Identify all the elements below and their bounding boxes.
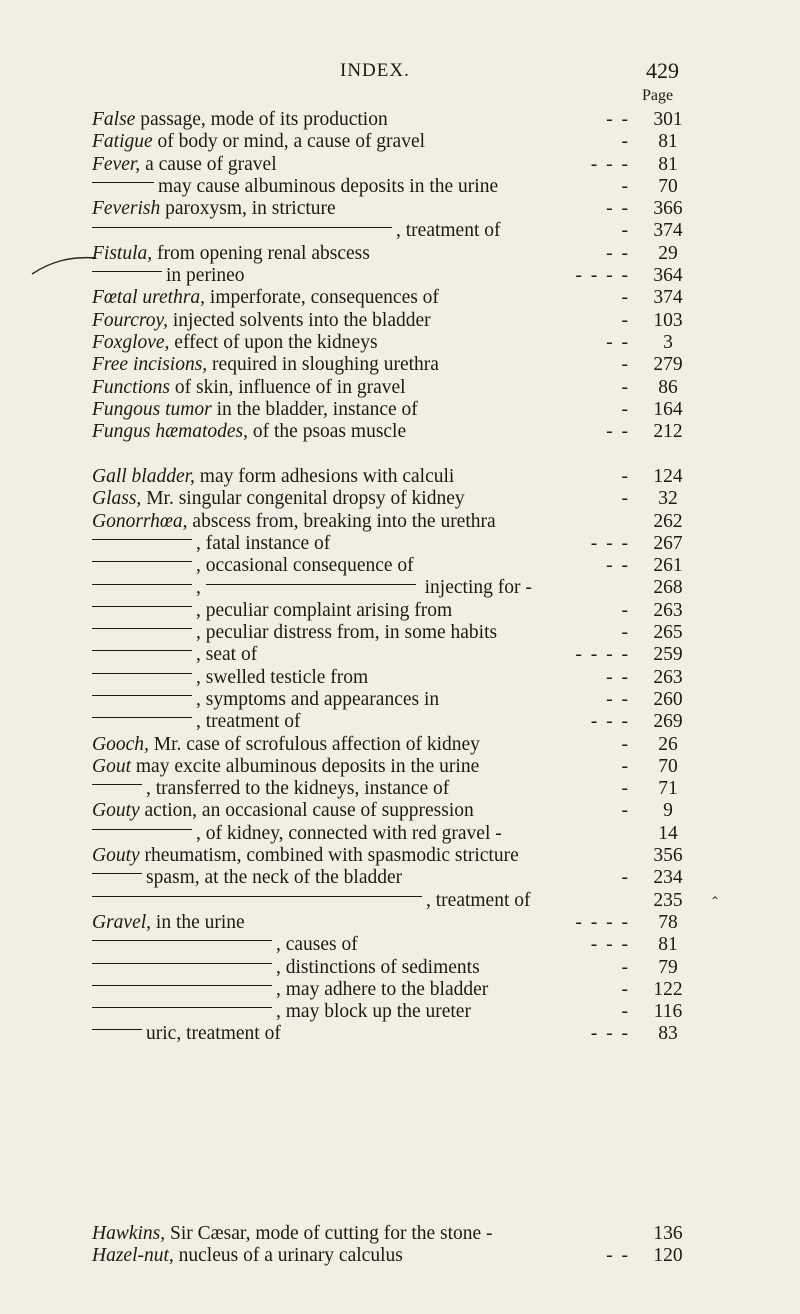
index-entry [92, 421, 692, 443]
leader-dashes: - - - [590, 1023, 630, 1045]
entry-description: of the psoas muscle [248, 421, 407, 443]
leader-dashes: - [621, 1001, 630, 1023]
entry-page-number: 3 [663, 331, 673, 353]
entry-term: Fever, [92, 153, 141, 175]
index-entry [92, 823, 692, 845]
entry-term: Fœtal urethra, [92, 287, 206, 309]
entry-text [92, 577, 532, 599]
entry-page-number: 374 [653, 287, 683, 309]
index-entry [92, 377, 692, 399]
entry-description: imperforate, consequences of [205, 287, 439, 309]
entry-description: may cause albuminous deposits in the urine [158, 175, 499, 197]
entry-page-number: 70 [658, 175, 678, 197]
leader-dashes: - [621, 220, 630, 242]
entry-description: rheumatism, combined with spasmodic stricture [139, 845, 519, 867]
ditto-rule [92, 985, 272, 986]
entry-description: spasm, at the neck of the bladder [146, 867, 403, 889]
index-entry [92, 466, 692, 488]
entry-description: , symptoms and appearances in [196, 688, 440, 710]
leader-dashes: - - [606, 1245, 630, 1267]
entry-page-number: 81 [658, 934, 678, 956]
index-entry [92, 756, 692, 778]
entry-text [92, 1023, 281, 1045]
entry-term: Fungus hæmatodes, [92, 421, 248, 443]
index-entry [92, 176, 692, 198]
ditto-rule [92, 182, 154, 183]
index-entry [92, 778, 692, 800]
index-section-g [92, 466, 692, 1046]
index-entry [92, 154, 692, 176]
leader-dashes: - - - [590, 532, 630, 554]
entry-page-number: 86 [658, 376, 678, 398]
entry-term: Functions [92, 376, 170, 398]
index-entry [92, 287, 692, 309]
leader-dashes: - [621, 755, 630, 777]
ditto-rule [92, 628, 192, 629]
index-entry [92, 845, 692, 867]
index-entry [92, 912, 692, 934]
entry-term: Gouty [92, 845, 140, 867]
entry-text [92, 644, 257, 666]
index-entry [92, 399, 692, 421]
entry-description: a cause of gravel [140, 153, 277, 175]
entry-page-number: 14 [658, 822, 678, 844]
entry-text [92, 1245, 403, 1267]
entry-description: in the bladder, instance of [211, 398, 418, 420]
entry-page-number: 164 [653, 398, 683, 420]
entry-page-number: 262 [653, 510, 683, 532]
index-entry [92, 109, 692, 131]
entry-term: Free incisions, [92, 354, 208, 376]
ditto-rule [92, 271, 162, 272]
entry-text [92, 220, 501, 242]
entry-term: Gout [92, 755, 131, 777]
entry-page-number: 124 [653, 466, 683, 487]
entry-term: Hazel-nut, [92, 1245, 174, 1267]
ditto-rule [92, 1029, 142, 1030]
entry-page-number: 70 [658, 755, 678, 777]
leader-dashes: - [621, 488, 630, 510]
leader-dashes: - - [606, 421, 630, 443]
entry-text [92, 176, 498, 198]
entry-page-number: 26 [658, 733, 678, 755]
leader-dashes: - [621, 867, 630, 889]
entry-page-number: 269 [653, 711, 683, 733]
entry-page-number: 267 [653, 532, 683, 554]
entry-term: Hawkins, [92, 1223, 166, 1244]
entry-text [92, 421, 406, 443]
entry-text [92, 600, 452, 622]
entry-description: injecting for - [419, 577, 532, 599]
ditto-rule [92, 963, 272, 964]
entry-text [92, 689, 439, 711]
entry-text [92, 823, 502, 845]
ditto-rule [92, 940, 272, 941]
entry-page-number: 120 [653, 1245, 683, 1267]
entry-text [92, 957, 480, 979]
entry-description: , treatment of [426, 889, 531, 911]
index-entry [92, 600, 692, 622]
entry-description: abscess from, breaking into the urethra [187, 510, 496, 532]
entry-description: may excite albuminous deposits in the urine [131, 755, 480, 777]
entry-page-number: 235 [653, 889, 683, 911]
index-entry [92, 979, 692, 1001]
leader-dashes: - - [606, 555, 630, 577]
entry-description: , peculiar distress from, in some habits [196, 622, 498, 644]
entry-page-number: 263 [653, 599, 683, 621]
entry-description: , transferred to the kidneys, instance of [146, 778, 450, 800]
entry-term: Foxglove, [92, 331, 170, 353]
entry-description: of skin, influence of in gravel [170, 376, 406, 398]
entry-page-number: 212 [653, 421, 683, 443]
index-entry [92, 1245, 692, 1267]
entry-term: Feverish [92, 198, 161, 220]
entry-text [92, 1223, 493, 1245]
entry-text [92, 466, 454, 488]
entry-description: passage, mode of its production [135, 109, 388, 130]
entry-page-number: 374 [653, 220, 683, 242]
entry-description: , causes of [276, 934, 358, 956]
index-entry [92, 1023, 692, 1045]
entry-term: Glass, [92, 488, 142, 510]
ditto-rule [206, 584, 416, 585]
entry-text [92, 131, 425, 153]
entry-page-number: 364 [653, 265, 683, 287]
index-entry [92, 131, 692, 153]
ditto-rule [92, 227, 392, 228]
leader-dashes: - [621, 733, 630, 755]
entry-description: paroxysm, in stricture [160, 198, 336, 220]
leader-dashes: - [621, 354, 630, 376]
running-head: INDEX. [340, 60, 410, 81]
entry-description: action, an occasional cause of suppression [139, 800, 474, 822]
ditto-rule [92, 1007, 272, 1008]
entry-text [92, 867, 402, 889]
index-entry [92, 689, 692, 711]
entry-text [92, 310, 431, 332]
index-entry [92, 354, 692, 376]
ditto-rule [92, 896, 422, 897]
ditto-rule [92, 717, 192, 718]
entry-text [92, 711, 301, 733]
index-section-h [92, 1223, 692, 1268]
entry-page-number: 79 [658, 956, 678, 978]
leader-dashes: - - [606, 331, 630, 353]
margin-pencil-mark [30, 252, 100, 276]
entry-description: , fatal instance of [196, 532, 331, 554]
entry-term: Gonorrhœa, [92, 510, 188, 532]
entry-text [92, 154, 277, 176]
leader-dashes: - - - - [575, 911, 630, 933]
entry-page-number: 263 [653, 666, 683, 688]
entry-text [92, 756, 479, 778]
entry-text [92, 198, 336, 220]
index-entry [92, 577, 692, 599]
entry-text [92, 555, 414, 577]
index-entry [92, 555, 692, 577]
index-entry [92, 622, 692, 644]
entry-description: effect of upon the kidneys [169, 331, 378, 353]
entry-description: in the urine [151, 911, 245, 933]
entry-term: Fistula, [92, 242, 153, 264]
entry-text [92, 1001, 471, 1023]
index-entry [92, 243, 692, 265]
entry-page-number: 29 [658, 242, 678, 264]
ditto-rule [92, 584, 192, 585]
index-entry [92, 800, 692, 822]
entry-description: required in sloughing urethra [207, 354, 439, 376]
index-entry [92, 511, 692, 533]
leader-dashes: - - [606, 109, 630, 130]
entry-text [92, 109, 388, 131]
entry-text [92, 488, 465, 510]
index-entry [92, 890, 692, 912]
index-entry [92, 533, 692, 555]
ditto-rule [92, 561, 192, 562]
entry-text [92, 934, 358, 956]
entry-description: , occasional consequence of [196, 555, 414, 577]
entry-text [92, 243, 370, 265]
leader-dashes: - [621, 778, 630, 800]
entry-text [92, 511, 496, 533]
ditto-rule [92, 695, 192, 696]
entry-description: , of kidney, connected with red gravel - [196, 822, 502, 844]
entry-description: , may block up the ureter [276, 1001, 471, 1023]
entry-text [92, 667, 368, 689]
index-entry [92, 734, 692, 756]
index-entry [92, 711, 692, 733]
entry-text [92, 845, 519, 867]
entry-term: Fatigue [92, 131, 153, 153]
ditto-rule [92, 606, 192, 607]
entry-page-number: 122 [653, 978, 683, 1000]
leader-dashes: - [621, 978, 630, 1000]
entry-page-number: 78 [658, 911, 678, 933]
leader-dashes: - - - - [575, 265, 630, 287]
entry-description: may form adhesions with calculi [194, 466, 455, 487]
entry-description: , peculiar complaint arising from [196, 599, 453, 621]
leader-dashes: - [621, 131, 630, 153]
entry-description: Mr. singular congenital dropsy of kidney [141, 488, 465, 510]
leader-dashes: - - [606, 688, 630, 710]
index-entry [92, 220, 692, 242]
leader-dashes: - [621, 287, 630, 309]
leader-dashes: - - [606, 242, 630, 264]
ditto-rule [92, 829, 192, 830]
ditto-rule [92, 539, 192, 540]
scroll-caret-icon: ⌃ [710, 894, 721, 908]
entry-term: Gall bladder, [92, 466, 195, 487]
entry-text [92, 533, 330, 555]
index-entry [92, 332, 692, 354]
leader-dashes: - - - [590, 711, 630, 733]
entry-page-number: 71 [658, 778, 678, 800]
entry-page-number: 279 [653, 354, 683, 376]
leader-dashes: - - - [590, 153, 630, 175]
leader-dashes: - - - - [575, 644, 630, 666]
leader-dashes: - [621, 800, 630, 822]
entry-description: , swelled testicle from [196, 666, 369, 688]
entry-text [92, 890, 531, 912]
leader-dashes: - [621, 466, 630, 487]
entry-page-number: 9 [663, 800, 673, 822]
entry-text [92, 800, 474, 822]
entry-page-number: 103 [653, 309, 683, 331]
entry-term: Gouty [92, 800, 140, 822]
entry-description: , [196, 577, 206, 599]
leader-dashes: - - [606, 198, 630, 220]
index-entry [92, 1001, 692, 1023]
leader-dashes: - [621, 376, 630, 398]
index-entry [92, 934, 692, 956]
leader-dashes: - [621, 398, 630, 420]
entry-page-number: 356 [653, 845, 683, 867]
entry-description: , distinctions of sediments [276, 956, 480, 978]
leader-dashes: - [621, 599, 630, 621]
entry-text [92, 354, 439, 376]
entry-text [92, 912, 245, 934]
entry-description: , seat of [196, 644, 258, 666]
index-entry [92, 867, 692, 889]
ditto-rule [92, 650, 192, 651]
entry-term: Fourcroy, [92, 309, 169, 331]
entry-page-number: 265 [653, 622, 683, 644]
entry-text [92, 979, 488, 1001]
index-entry [92, 1223, 692, 1245]
entry-text [92, 622, 497, 644]
index-entry [92, 310, 692, 332]
entry-page-number: 301 [653, 109, 683, 130]
index-entry [92, 488, 692, 510]
leader-dashes: - [621, 956, 630, 978]
index-entry [92, 265, 692, 287]
entry-text [92, 778, 449, 800]
entry-text [92, 332, 378, 354]
entry-description: injected solvents into the bladder [168, 309, 431, 331]
index-entry [92, 667, 692, 689]
entry-page-number: 81 [658, 131, 678, 153]
entry-term: False [92, 109, 136, 130]
entry-description: , may adhere to the bladder [276, 978, 489, 1000]
entry-page-number: 234 [653, 867, 683, 889]
entry-description: Mr. case of scrofulous affection of kidney [148, 733, 480, 755]
entry-page-number: 116 [653, 1001, 683, 1023]
entry-description: in perineo [166, 265, 245, 287]
ditto-rule [92, 873, 142, 874]
entry-text [92, 287, 439, 309]
entry-description: , treatment of [196, 711, 301, 733]
entry-page-number: 261 [653, 555, 683, 577]
entry-page-number: 259 [653, 644, 683, 666]
ditto-rule [92, 673, 192, 674]
entry-page-number: 83 [658, 1023, 678, 1045]
entry-term: Gravel, [92, 911, 152, 933]
entry-description: from opening renal abscess [152, 242, 370, 264]
entry-text [92, 399, 418, 421]
entry-description: , treatment of [396, 220, 501, 242]
leader-dashes: - - [606, 666, 630, 688]
entry-description: Sir Cæsar, mode of cutting for the stone - [165, 1223, 493, 1244]
entry-description: uric, treatment of [146, 1023, 281, 1045]
entry-term: Gooch, [92, 733, 149, 755]
ditto-rule [92, 784, 142, 785]
page-column-label: Page [642, 87, 674, 104]
entry-text [92, 265, 245, 287]
entry-text [92, 734, 480, 756]
leader-dashes: - [621, 622, 630, 644]
leader-dashes: - [621, 175, 630, 197]
index-entry [92, 198, 692, 220]
entry-description: nucleus of a urinary calculus [173, 1245, 403, 1267]
entry-page-number: 268 [653, 577, 683, 599]
entry-text [92, 377, 406, 399]
index-section-f [92, 109, 692, 443]
entry-page-number: 136 [653, 1223, 683, 1244]
entry-term: Fungous tumor [92, 398, 212, 420]
entry-page-number: 32 [658, 488, 678, 510]
index-entry [92, 957, 692, 979]
leader-dashes: - [621, 309, 630, 331]
index-entry [92, 644, 692, 666]
entry-page-number: 366 [653, 198, 683, 220]
page-number: 429 [646, 58, 679, 83]
entry-description: of body or mind, a cause of gravel [152, 131, 426, 153]
entry-page-number: 81 [658, 153, 678, 175]
entry-page-number: 260 [653, 688, 683, 710]
leader-dashes: - - - [590, 934, 630, 956]
